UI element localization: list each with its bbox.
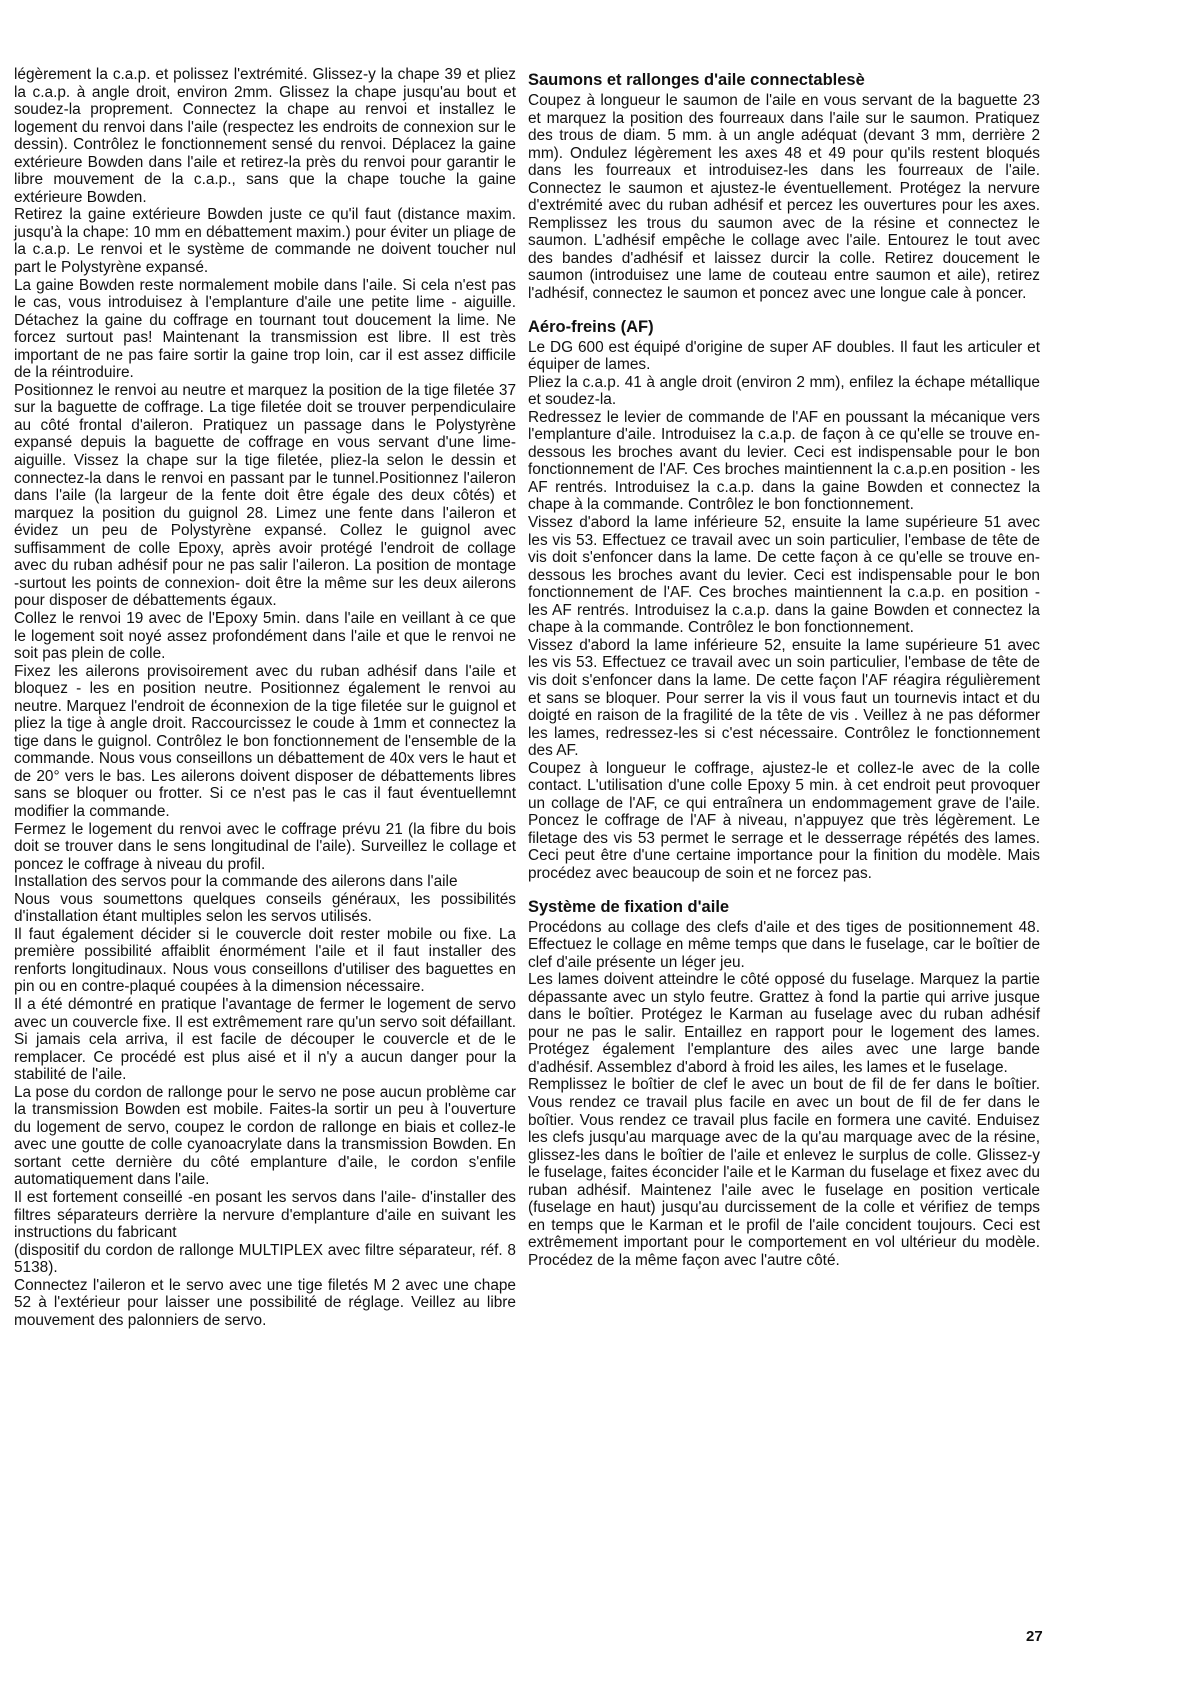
paragraph: Fermez le logement du renvoi avec le coffrage prévu 21 (la fibre du bois doit se trouver dans le sens longitudinal de l'aile). Surveillez le collage et poncez le coffrage à niveau du profil. bbox=[14, 820, 516, 873]
paragraph: Il faut également décider si le couvercle doit rester mobile ou fixe. La première possibilité affaiblit énormément l'aile et il faut installer des renforts longitudinaux. Nous vous conseillons d'utiliser des baguettes en pin ou en contre-plaqué coupées à la dimension nécessaire. bbox=[14, 925, 516, 996]
section-heading: Aéro-freins (AF) bbox=[528, 317, 654, 336]
right-column bbox=[528, 70, 1040, 1269]
paragraph: La pose du cordon de rallonge pour le servo ne pose aucun problème car la transmission Bowden est mobile. Faites-la sortir un peu à l'ouverture du logement de servo, coupez le cordon de rallonge en biais et collez-le avec une goutte de colle cyanoacrylate dans la transmission Bowden. En sortant cette dernière du côté emplanture d'aile, le cordon s'enfile automatiquement dans l'aile. bbox=[14, 1083, 516, 1189]
paragraph: Fixez les ailerons provisoirement avec du ruban adhésif dans l'aile et bloquez - les en position neutre. Positionnez également le renvoi au neutre. Marquez l'endroit de éconnexion de la tige filetée sur le guignol et pliez la tige à angle droit. Raccourcissez le coude à 1mm et connectez la tige dans le guignol. Contrôlez le bon fonctionnement de l'ensemble de la commande. Nous vous conseillons un débattement de 40x vers le haut et de 20° vers le bas. Les ailerons doivent disposer de débattements libres sans se bloquer ou frotter. Si ce n'est pas le cas il faut éventuellemnt modifier la commande. bbox=[14, 662, 516, 820]
paragraph: Il est fortement conseillé -en posant les servos dans l'aile- d'installer des filtres séparateurs derrière la nervure d'emplanture d'aile en suivant les instructions du fabricant bbox=[14, 1189, 516, 1242]
paragraph: Les lames doivent atteindre le côté opposé du fuselage. Marquez la partie dépassante avec un stylo feutre. Grattez à fond la partie qui arrive jusque dans le boîtier. Protégez le Karman au fuselage avec du ruban adhésif pour ne pas le salir. Entaillez en rapport pour le logement des lames. Protégez également l'emplanture des ailes avec une large bande d'adhésif. Assemblez d'abord à froid les ailes, les lames et le fuselage. bbox=[528, 971, 1040, 1076]
paragraph: Collez le renvoi 19 avec de l'Epoxy 5min. dans l'aile en veillant à ce que le logement soit noyé assez profondément dans l'aile et que le renvoi ne soit pas plein de colle. bbox=[14, 609, 516, 663]
paragraph: Positionnez le renvoi au neutre et marquez la position de la tige filetée 37 sur la baguette de coffrage. La tige filetée doit se trouver perpendiculaire au côté frontal d'aileron. Pratiquez un passage dans le Polystyrène expansé depuis la baguette de coffrage en vous servant d'une lime-aiguille. Vissez la chape sur la tige filetée, pliez-la selon le dessin et connectez-la dans le renvoi en passant par le tunnel.Positionnez l'aileron dans l'aile (la largeur de la fente doit être égale des deux côtés) et marquez la position du guignol 28. Limez une fente dans l'aileron et évidez un peu de Polystyrène expansé. Collez le guignol avec suffisamment de colle Epoxy, après avoir protégé l'endroit de collage avec du ruban adhésif pour ne pas salir l'aileron. La position de montage -surtout les points de connexion- doit être la même sur les deux ailerons pour disposer de débattements égaux. bbox=[14, 381, 516, 610]
paragraph: Redressez le levier de commande de l'AF en poussant la mécanique vers l'emplanture d'aile. Introduisez la c.a.p. de façon à ce qu'elle se trouve en-dessous les broches avant du levier. Ceci est indispensable pour le bon fonctionnement de l'AF. Ces broches maintiennent la c.a.p.en position - les AF rentrés. Introduisez la c.a.p. dans la gaine Bowden et connectez la chape à la commande. Contrôlez le bon fonctionnement. bbox=[528, 408, 1040, 514]
paragraph: Installation des servos pour la commande des ailerons dans l'aile bbox=[14, 873, 458, 891]
left-column bbox=[14, 66, 516, 1329]
page-number: 27 bbox=[1026, 1628, 1043, 1645]
paragraph: Coupez à longueur le saumon de l'aile en vous servant de la baguette 23 et marquez la position des fourreaux dans l'aile sur le saumon. Pratiquez des trous de diam. 5 mm. à un angle adéquat (devant 3 mm, derrière 2 mm). Ondulez légèrement les axes 48 et 49 pour qu'ils restent bloqués dans les fourreaux et introduisez-les dans les fourreaux de l'aile. Connectez le saumon et ajustez-le éventuellement. Protégez la nervure d'extrémité avec du ruban adhésif et percez les ouvertures pour les axes. Remplissez les trous du saumon avec de la résine et connectez le saumon. L'adhésif empêche le collage avec l'aile. Entourez le tout avec des bandes d'adhésif et laissez durcir la colle. Retirez doucement le saumon (introduisez une lame de couteau entre saumon et aile), retirez l'adhésif, connectez le saumon et poncez avec une longue cale à poncer. bbox=[528, 92, 1040, 303]
section-heading: Saumons et rallonges d'aile connectablesè bbox=[528, 71, 865, 89]
paragraph: Il a été démontré en pratique l'avantage de fermer le logement de servo avec un couvercle fixe. Il est extrêmement rare qu'un servo soit défaillant. Si jamais cela arriva, il est facile de découper le couvercle et de le remplacer. Ce procédé est plus aisé et il n'y a aucun danger pour la stabilité de l'aile. bbox=[14, 995, 516, 1084]
paragraph: Retirez la gaine extérieure Bowden juste ce qu'il faut (distance maxim. jusqu'à la chape: 10 mm en débattement maxim.) pour éviter un pliage de la c.a.p. Le renvoi et le système de commande ne doivent toucher nul part le Polystyrène expansé. bbox=[14, 206, 516, 277]
paragraph: Connectez l'aileron et le servo avec une tige filetés M 2 avec une chape 52 à l'extérieur pour laisser une possibilité de réglage. Veillez au libre mouvement des palonniers de servo. bbox=[14, 1276, 516, 1329]
paragraph: La gaine Bowden reste normalement mobile dans l'aile. Si cela n'est pas le cas, vous introduisez à l'emplanture d'aile une petite lime - aiguille. Détachez la gaine du coffrage en tournant tout doucement la lime. Ne forcez surtout pas! Maintenant la transmission est libre. Il est très important de ne pas faire sortir la gaine trop loin, car il est assez difficile de la réintroduire. bbox=[14, 276, 516, 382]
paragraph: Remplissez le boîtier de clef le avec un bout de fil de fer dans le boîtier. Vous rendez ce travail plus facile en avec un bout de fil de fer dans le boîtier. Vous rendez ce travail plus facile en formera une cavité. Enduisez les clefs jusqu'au marquage avec de la qu'au marquage avec de la résine, glissez-les dans le boîtier de l'aile et enlevez le surplus de colle. Glissez-y le fuselage, faites éconcider l'aile et le Karman du fuselage et fixez avec du ruban adhésif. Maintenez l'aile avec le fuselage en position verticale (fuselage en haut) jusqu'au durcissement de la colle et vérifiez de temps en temps que le Karman et le profil de l'aile concident toujours. Ceci est extrêmement important pour le comportement en vol ultérieur du modèle. Procédez de la même façon avec l'autre côté. bbox=[528, 1076, 1040, 1269]
paragraph: Nous vous soumettons quelques conseils généraux, les possibilités d'installation étant multiples selon les servos utilisés. bbox=[14, 890, 516, 926]
section-heading: Système de fixation d'aile bbox=[528, 897, 730, 916]
paragraph: (dispositif du cordon de rallonge MULTIPLEX avec filtre séparateur, réf. 8 5138). bbox=[14, 1241, 516, 1277]
paragraph: légèrement la c.a.p. et polissez l'extrémité. Glissez-y la chape 39 et pliez la c.a.p. à angle droit, environ 2mm. Glissez la chape jusqu'au bout et soudez-la proprement. Connectez la chape au renvoi et installez le logement du renvoi dans l'aile (respectez les endroits de connexion sur le dessin). Contrôlez le fonctionnement sensé du renvoi. Déplacez la gaine extérieure Bowden dans l'aile et retirez-la près du renvoi pour garantir le libre mouvement de la c.a.p., sans que la chape touche la gaine extérieure Bowden. bbox=[14, 66, 516, 206]
paragraph: Vissez d'abord la lame inférieure 52, ensuite la lame supérieure 51 avec les vis 53. Effectuez ce travail avec un soin particulier, l'embase de tête de vis doit s'enfoncer dans la lame. De cette façon l'AF réagira régulièrement et sans se bloquer. Pour serrer la vis il vous faut un tournevis intact et du doigté en raison de la fragilité de la tête de vis . Veillez à ne pas déformer les lames, redressez-les si c'est nécessaire. Contrôlez le fonctionnement des AF. bbox=[528, 636, 1040, 760]
paragraph: Procédons au collage des clefs d'aile et des tiges de positionnement 48. Effectuez le collage en même temps que dans le fuselage, car le boîtier de clef d'aile présente un léger jeu. bbox=[528, 918, 1040, 971]
paragraph: Le DG 600 est équipé d'origine de super AF doubles. Il faut les articuler et équiper de lames. bbox=[528, 338, 1040, 374]
paragraph: Vissez d'abord la lame inférieure 52, ensuite la lame supérieure 51 avec les vis 53. Effectuez ce travail avec un soin particulier, l'embase de tête de vis doit s'enfoncer dans la lame. De cette façon à ce qu'elle se trouve en-dessous les broches avant du levier. Ceci est indispensable pour le bon fonctionnement de l'AF. Ces broches maintiennent la c.a.p. en position - les AF rentrés. Introduisez la c.a.p. dans la gaine Bowden et connectez la chape à la commande. Contrôlez le bon fonctionnement. bbox=[528, 514, 1040, 637]
paragraph: Coupez à longueur le coffrage, ajustez-le et collez-le avec de la colle contact. L'utilisation d'une colle Epoxy 5 min. à cet endroit peut provoquer un collage de l'AF, ce qui entraînera un endommagement grave de l'aile. Poncez le coffrage de l'AF à niveau, n'appuyez que très légèrement. Le filetage des vis 53 permet le serrage et le desserrage répétés des lames. Ceci peut être d'une certaine importance pour la finition du modèle. Mais procédez avec beaucoup de soin et ne forcez pas. bbox=[528, 759, 1040, 882]
paragraph: Pliez la c.a.p. 41 à angle droit (environ 2 mm), enfilez la échape métallique et soudez-la. bbox=[528, 373, 1040, 409]
